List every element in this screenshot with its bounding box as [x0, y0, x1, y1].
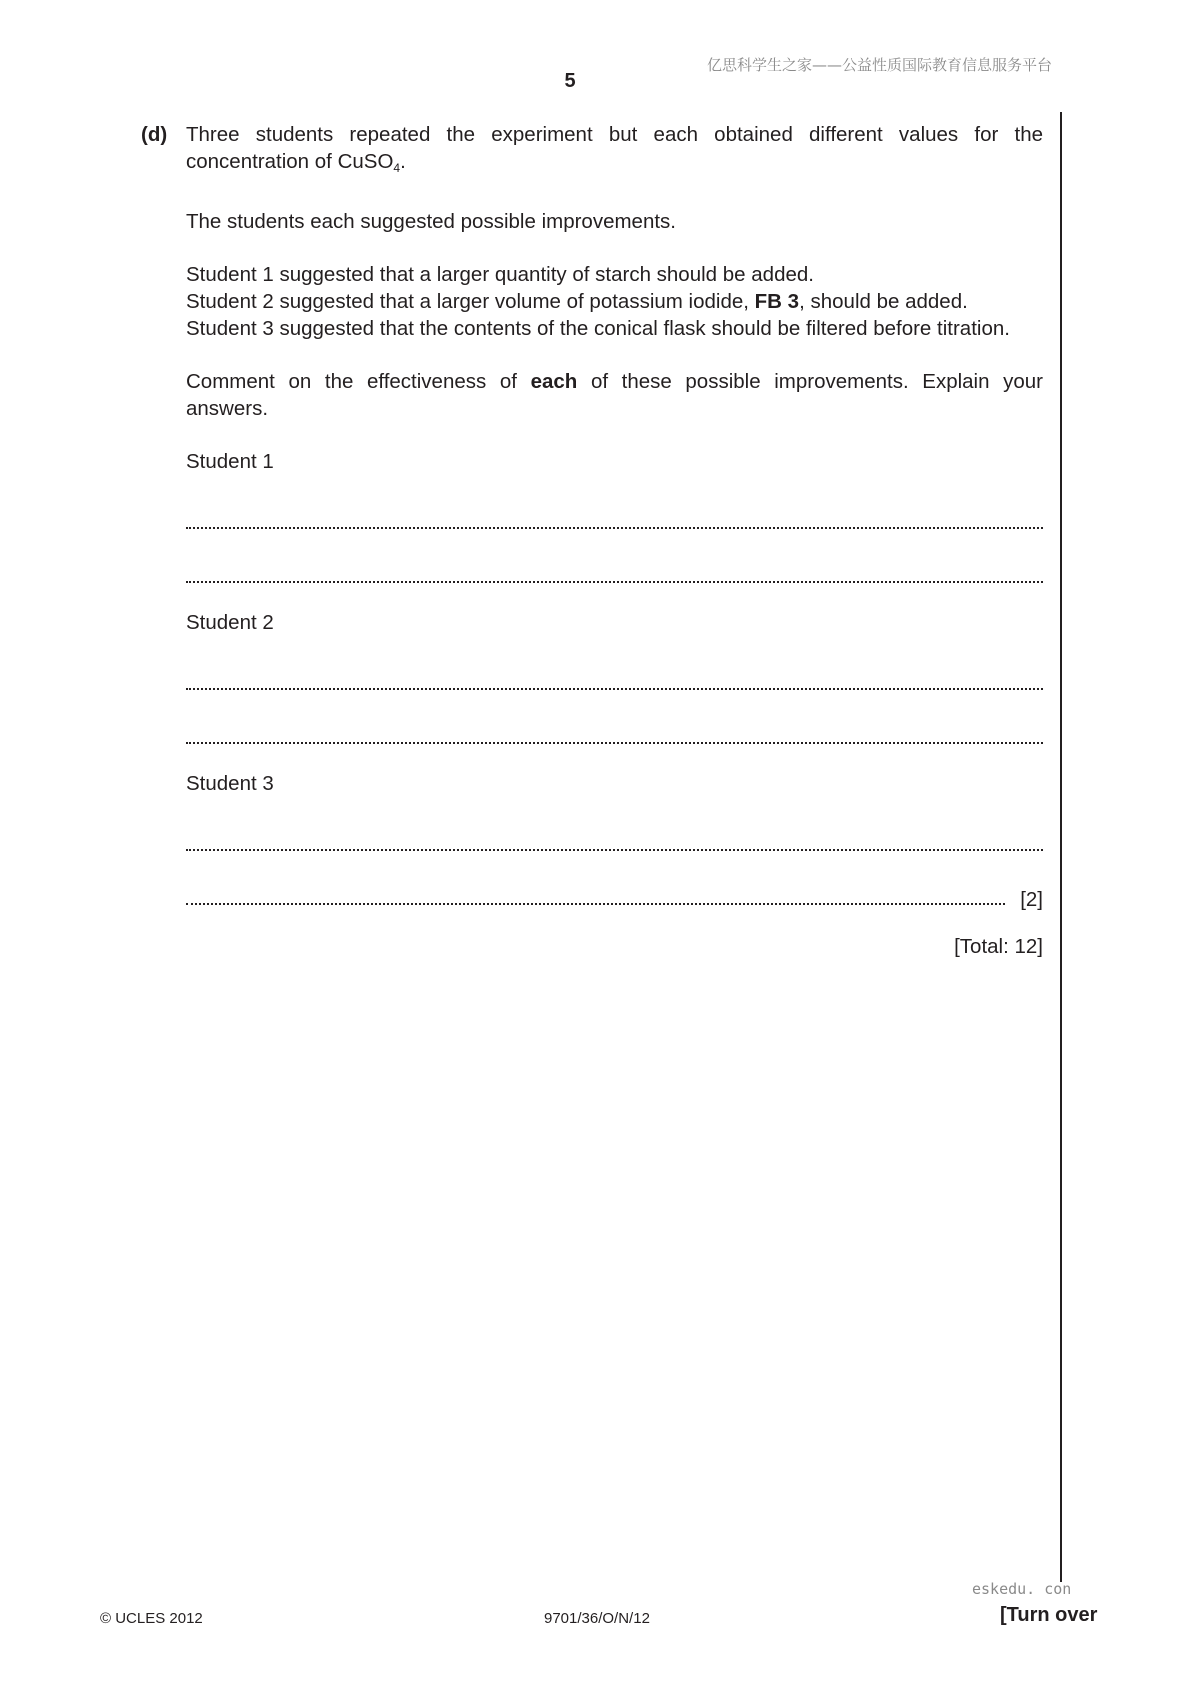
margin-line: [1060, 112, 1062, 1582]
page-number: 5: [564, 70, 576, 92]
student1-label: Student 1: [186, 450, 274, 473]
student3-suggestion: Student 3 suggested that the contents of the conical flask should be filtered before titration.: [186, 317, 1010, 340]
student2-label: Student 2: [186, 611, 274, 634]
footer-paper-code: 9701/36/O/N/12: [544, 1610, 650, 1627]
answer-line-student1-b[interactable]: [186, 529, 1043, 583]
answer-line-student1-a[interactable]: [186, 475, 1043, 529]
suggestions-intro: The students each suggested possible improvements.: [186, 210, 676, 233]
student2-suggestion: Student 2 suggested that a larger volume of potassium iodide, FB 3, should be added.: [186, 290, 968, 313]
student3-label: Student 3: [186, 772, 274, 795]
answer-line-student2-b[interactable]: [186, 690, 1043, 744]
instruction: Comment on the effectiveness of each of these possible improvements. Explain your answers.: [186, 370, 1043, 420]
question-intro: Three students repeated the experiment but each obtained different values for the concentration of CuSO$_4$.: [186, 123, 1043, 175]
answer-line-student3-a[interactable]: [186, 797, 1043, 851]
total-marks: [Total: 12]: [954, 935, 1043, 958]
turn-over-label: [Turn over: [1000, 1604, 1098, 1626]
answer-line-student3-b[interactable]: [186, 851, 1043, 911]
answer-line-student2-a[interactable]: [186, 636, 1043, 690]
question-body: [186, 121, 1043, 960]
student1-suggestion: Student 1 suggested that a larger quantity of starch should be added.: [186, 263, 814, 286]
marks-label: [2]: [1020, 888, 1043, 911]
header-watermark: 亿思科学生之家——公益性质国际教育信息服务平台: [706, 56, 1052, 74]
footer-copyright: © UCLES 2012: [100, 1610, 203, 1627]
question-label: (d): [141, 123, 168, 146]
footer-watermark: eskedu. con: [972, 1580, 1072, 1598]
question-d: [141, 121, 1043, 960]
